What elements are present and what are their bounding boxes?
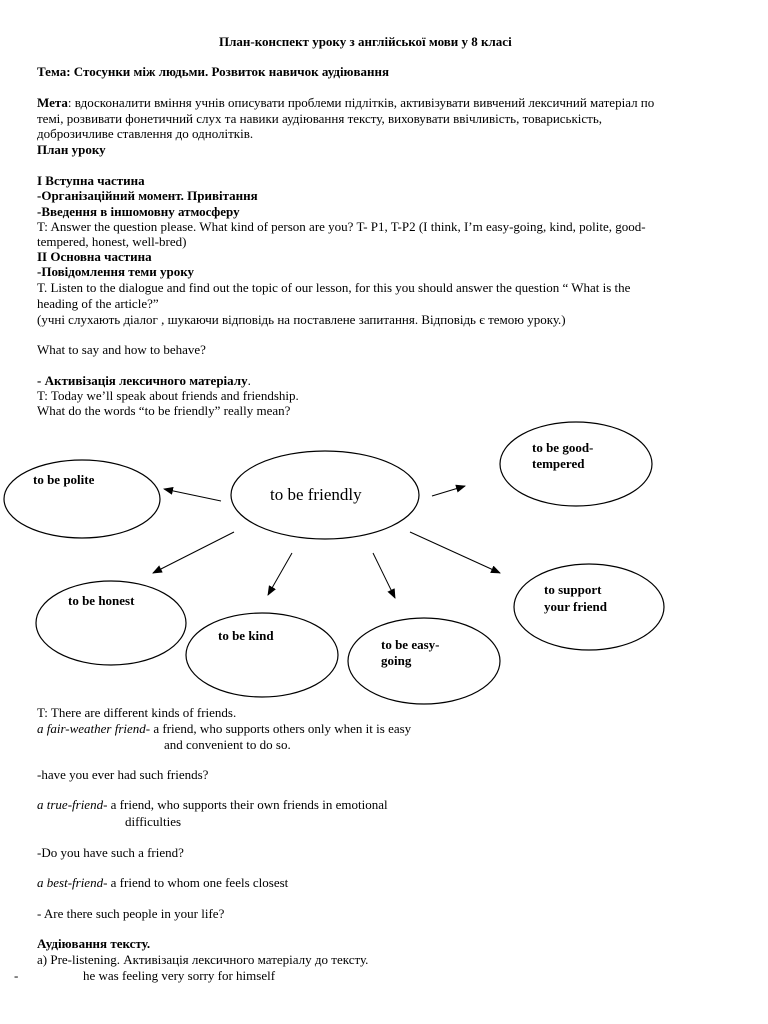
arrow-polite	[164, 489, 221, 501]
part2-heading: ІІ Основна частина	[37, 249, 152, 264]
phrase-line: he was feeling very sorry for himself	[83, 968, 276, 983]
arrow-honest	[153, 532, 234, 573]
center-label: to be friendly	[270, 485, 362, 504]
topic-text: Стосунки між людьми. Розвиток навичок аудіювання	[73, 64, 390, 79]
listening-heading: Аудіювання тексту.	[37, 936, 151, 951]
arrow-support	[410, 532, 500, 573]
task2-line-2: heading of the article?”	[37, 296, 159, 311]
arrow-good-tempered	[432, 486, 465, 496]
speak-about: T: Today we’ll speak about friends and friendship.	[37, 388, 299, 403]
question-2: -Do you have such a friend?	[37, 845, 184, 860]
good-tempered-label-2: tempered	[532, 456, 585, 471]
question-3: - Are there such people in your life?	[37, 906, 225, 921]
kind-node	[186, 613, 338, 697]
fair-weather-term: a fair-weather friend-	[37, 721, 151, 736]
easy-going-node	[348, 618, 500, 704]
friendly-question: What do the words “to be friendly” really mean?	[37, 403, 291, 418]
best-friend-line	[37, 875, 288, 891]
topic-announce: -Повідомлення теми уроку	[37, 264, 195, 279]
lesson-answer: What to say and how to behave?	[37, 342, 206, 357]
true-friend-line	[37, 797, 388, 813]
page-title: План-конспект уроку з англійської мови у 8 класі	[219, 34, 512, 49]
support-label-1: to support	[544, 582, 602, 597]
activation-dot: .	[247, 373, 251, 388]
activation-line	[37, 373, 251, 389]
intro-atmosphere: -Введення в іншомовну атмосферу	[37, 204, 240, 219]
activation-heading: Активізація лексичного матеріалу	[44, 373, 248, 388]
task2-line-1: T. Listen to the dialogue and find out the topic of our lesson, for this you should answer the question “ What is the	[37, 280, 631, 295]
fair-weather-def-1: a friend, who supports others only when it is easy	[150, 721, 412, 736]
true-friend-term: a true-friend-	[37, 797, 108, 812]
part1-heading: І Вступна частина	[37, 173, 145, 188]
support-label-2: your friend	[544, 599, 607, 614]
goal-label: Мета	[37, 95, 68, 110]
goal-line-1	[37, 95, 654, 111]
fair-weather-def-2: and convenient to do so.	[164, 737, 291, 752]
fair-weather-line	[37, 721, 411, 737]
true-friend-def-1: a friend, who supports their own friends in emotional	[107, 797, 388, 812]
kind-label: to be kind	[218, 628, 274, 643]
phrase-dash: -	[14, 968, 19, 983]
friends-intro: T: There are different kinds of friends.	[37, 705, 237, 720]
activation-dash: -	[37, 373, 45, 388]
goal-line-2: темі, розвивати фонетичний слух та навики аудіювання тексту, виховувати ввічливість, товариськість,	[37, 111, 603, 126]
topic-line	[37, 64, 389, 80]
topic-label: Тема:	[37, 64, 71, 79]
goal-text-1: : вдосконалити вміння учнів описувати проблеми підлітків, активізувати вивчений лексичний матеріал по	[67, 95, 655, 110]
plan-heading: План уроку	[37, 142, 106, 157]
arrow-easy-going	[373, 553, 395, 598]
task1-line-2: tempered, honest, well-bred)	[37, 234, 187, 249]
org-moment: -Організаційний момент. Привітання	[37, 188, 258, 203]
mind-map	[0, 420, 768, 705]
question-1: -have you ever had such friends?	[37, 767, 209, 782]
best-friend-def: a friend to whom one feels closest	[107, 875, 289, 890]
honest-label: to be honest	[68, 593, 135, 608]
good-tempered-label-1: to be good-	[532, 440, 594, 455]
polite-label: to be polite	[33, 472, 95, 487]
true-friend-def-2: difficulties	[125, 814, 182, 829]
goal-line-3: доброзичливе ставлення до однолітків.	[37, 126, 254, 141]
easy-going-label-1: to be easy-	[381, 637, 440, 652]
best-friend-term: a best-friend-	[37, 875, 108, 890]
task2-line-3: (учні слухають діалог , шукаючи відповідь на поставлене запитання. Відповідь є темою уроку.)	[37, 312, 566, 327]
arrow-kind	[268, 553, 292, 595]
easy-going-label-2: going	[381, 653, 412, 668]
pre-listening: a) Pre-listening. Активізація лексичного матеріалу до тексту.	[37, 952, 369, 967]
task1-line-1: T: Answer the question please. What kind of person are you? T- P1, T-P2 (I think, I’m easy-going, kind, polite, good-	[37, 219, 646, 234]
